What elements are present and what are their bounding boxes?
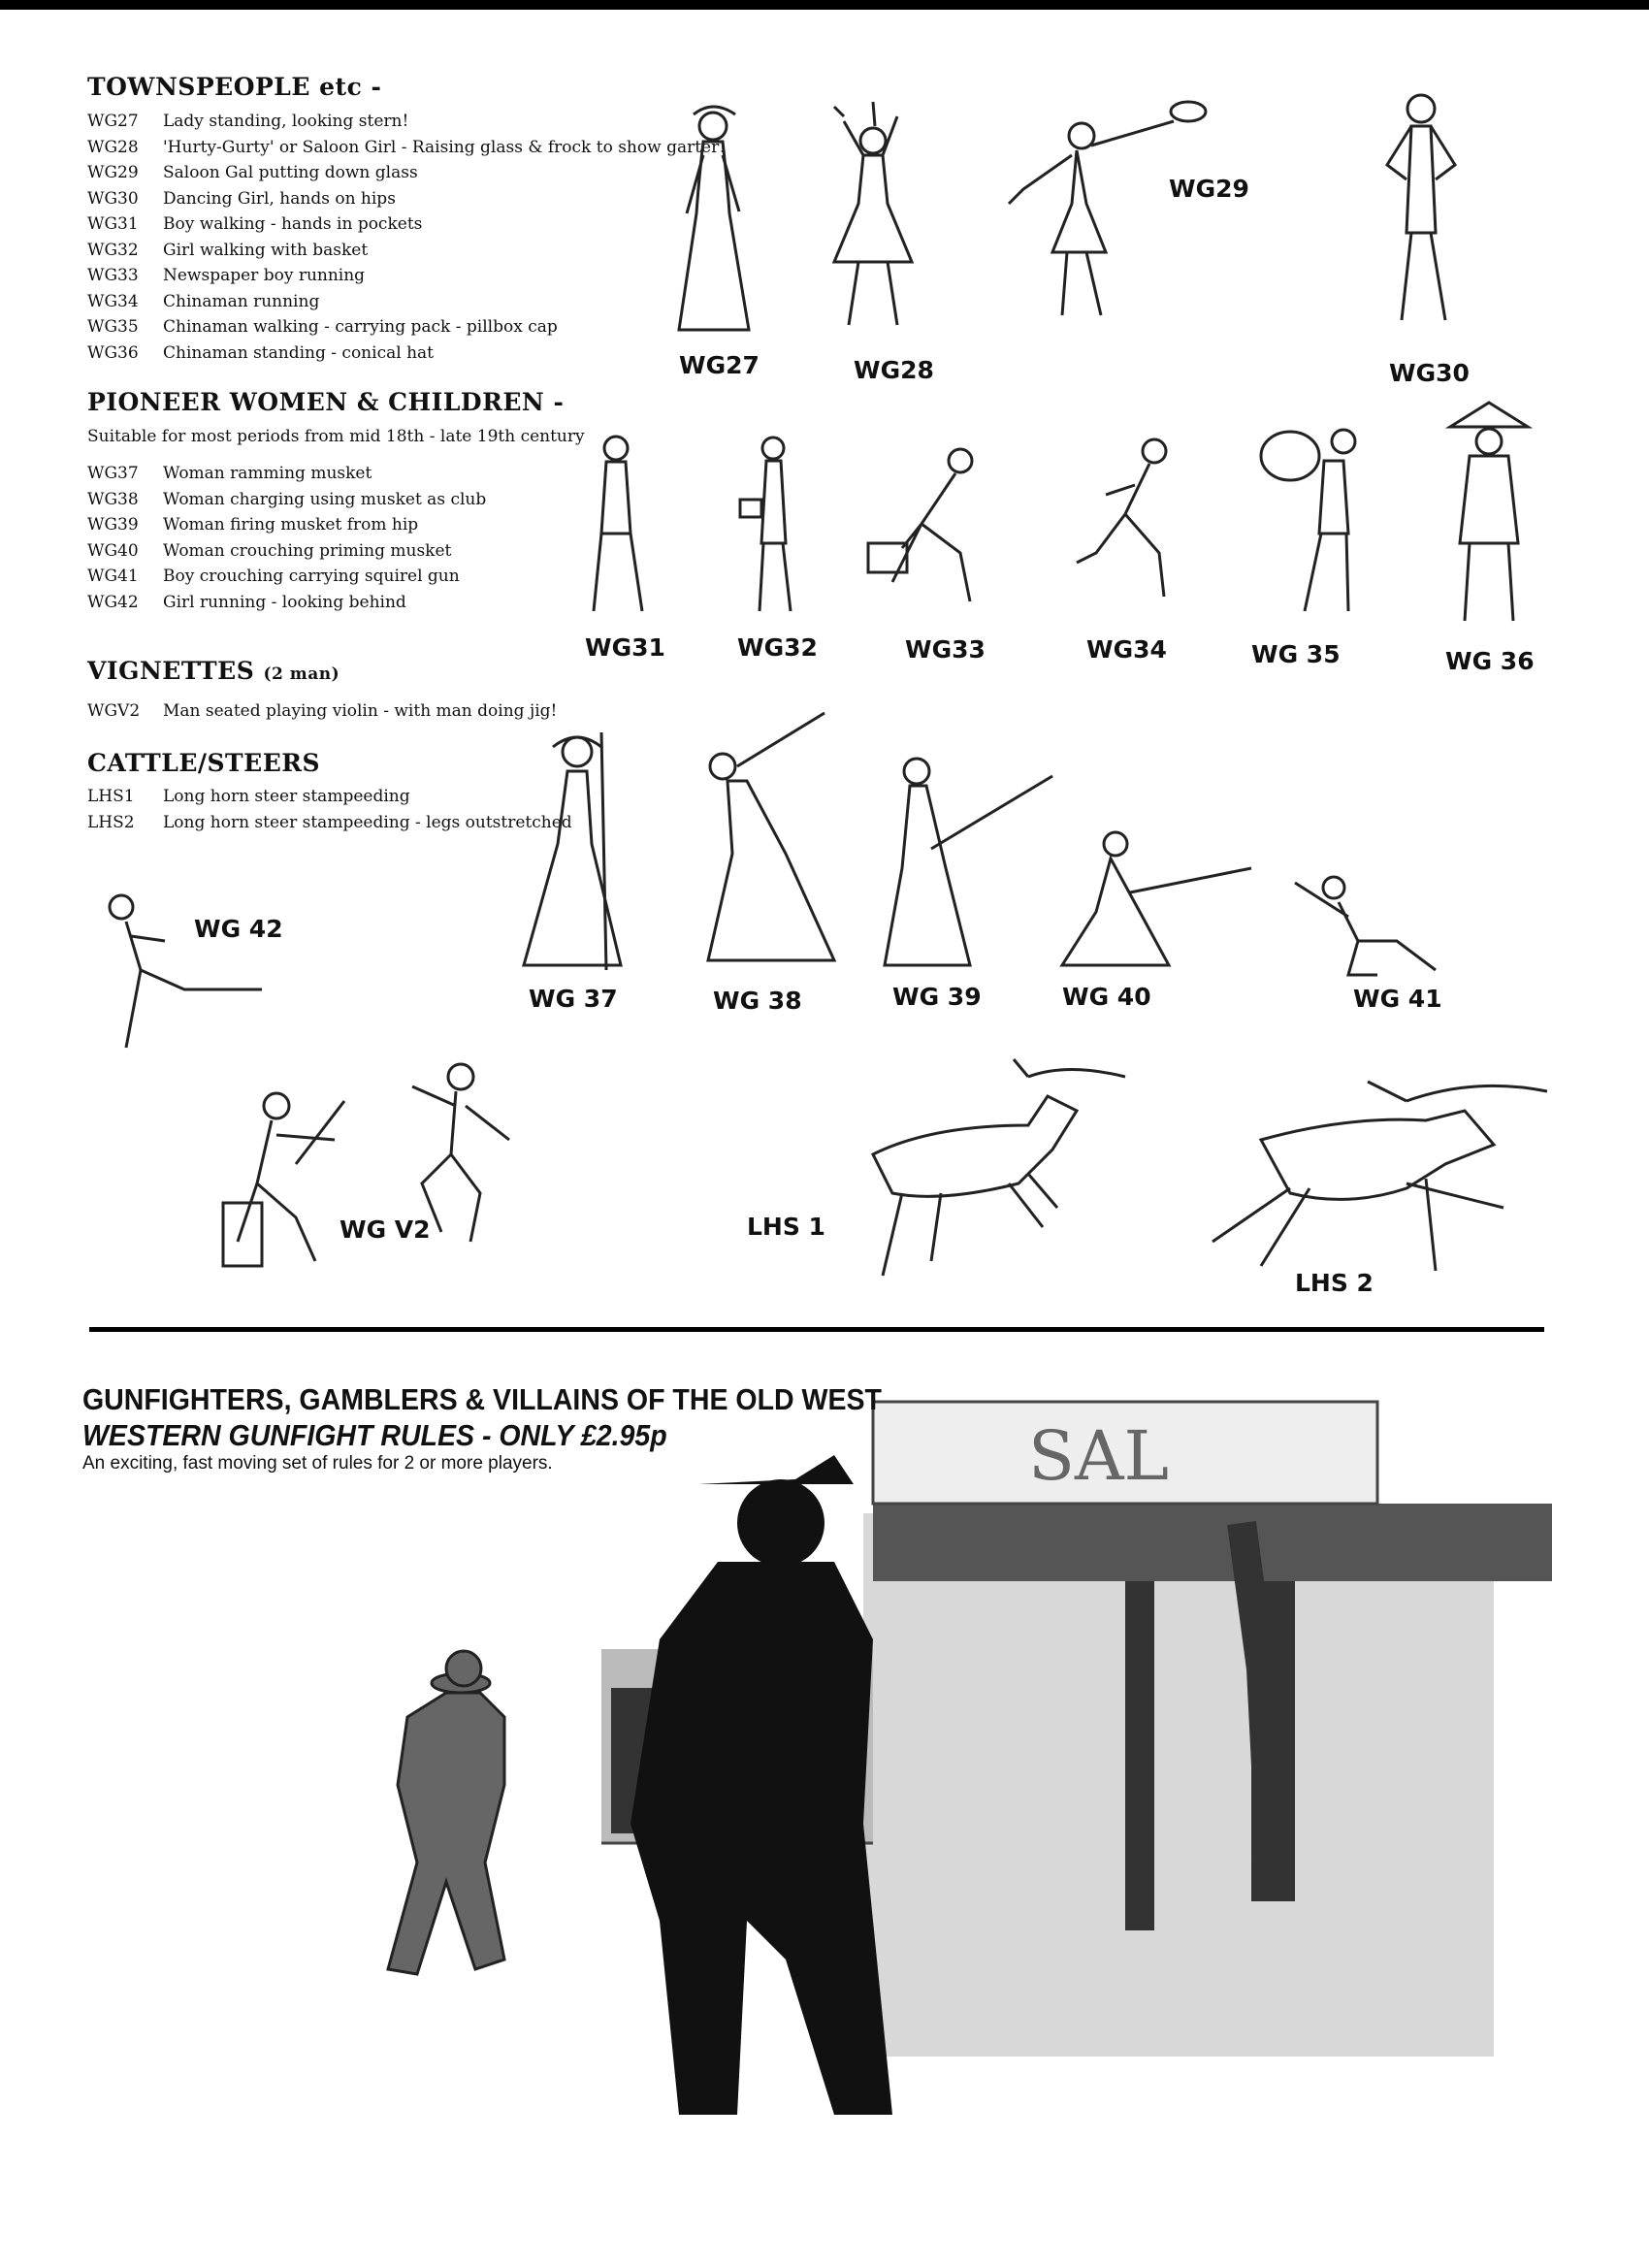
catalog-item — [87, 314, 726, 340]
label-wg29: WG29 — [1169, 175, 1249, 203]
cattle-list — [87, 784, 572, 835]
item-code: WG39 — [87, 515, 139, 535]
item-description: Woman ramming musket — [163, 464, 372, 483]
catalog-item — [87, 784, 572, 810]
item-code: WG33 — [87, 266, 139, 285]
figure-wg33 — [863, 437, 1009, 611]
figure-wg40 — [1052, 825, 1256, 970]
item-code: WG35 — [87, 317, 139, 337]
figure-wg36 — [1436, 398, 1542, 631]
item-description: Girl walking with basket — [163, 240, 369, 260]
item-description: Boy walking - hands in pockets — [163, 214, 423, 234]
label-lhs1: LHS 1 — [747, 1213, 825, 1241]
cattle-title: CATTLE/STEERS — [87, 749, 321, 777]
pioneer-title: PIONEER WOMEN & CHILDREN - — [87, 388, 565, 416]
label-wg33: WG33 — [905, 635, 986, 664]
catalog-item — [87, 512, 486, 538]
gunfight-scene-illustration — [291, 1377, 1552, 2154]
label-wg28: WG28 — [854, 356, 934, 384]
item-code: LHS1 — [87, 787, 135, 806]
catalog-item — [87, 590, 486, 616]
item-description: Long horn steer stampeeding — [163, 787, 410, 806]
item-code: WG36 — [87, 342, 139, 363]
catalog-item — [87, 186, 726, 212]
item-description: Boy crouching carrying squirel gun — [163, 567, 460, 586]
item-code: WG27 — [87, 112, 139, 131]
figure-wg38 — [679, 708, 844, 970]
label-wg41: WG 41 — [1353, 985, 1442, 1013]
item-code: WG42 — [87, 592, 139, 612]
advert-description: An exciting, fast moving set of rules for 2 or more players. — [82, 1453, 553, 1474]
label-wgv2: WG V2 — [340, 1215, 431, 1244]
vignettes-title-text: VIGNETTES — [87, 657, 255, 685]
item-code: LHS2 — [87, 812, 135, 832]
vignettes-title — [87, 657, 340, 685]
catalog-item — [87, 160, 726, 186]
figure-wg27 — [660, 97, 766, 340]
label-wg36: WG 36 — [1445, 647, 1535, 675]
item-code: WG30 — [87, 188, 139, 209]
figure-wg31 — [572, 427, 660, 621]
figure-lhs1 — [844, 1057, 1135, 1280]
catalog-item — [87, 810, 572, 836]
label-wg35: WG 35 — [1251, 640, 1341, 668]
label-lhs2: LHS 2 — [1295, 1269, 1374, 1297]
catalog-item — [87, 135, 726, 161]
item-code: WG41 — [87, 567, 139, 586]
item-description: Chinaman standing - conical hat — [163, 342, 434, 363]
label-wg34: WG34 — [1086, 635, 1167, 664]
item-description: Long horn steer stampeeding - legs outstretched — [163, 812, 572, 832]
item-description: Chinaman walking - carrying pack - pillbox cap — [163, 317, 558, 337]
label-wg31: WG31 — [585, 633, 665, 662]
figure-lhs2 — [1203, 1072, 1552, 1285]
svg-text:SAL: SAL — [1028, 1416, 1169, 1496]
top-border — [0, 0, 1649, 10]
figure-wg32 — [732, 427, 810, 621]
item-description: 'Hurty-Gurty' or Saloon Girl - Raising glass & frock to show garter! — [163, 137, 727, 157]
figure-wg34 — [1067, 427, 1193, 611]
vignettes-list — [87, 698, 557, 725]
label-wg30: WG30 — [1389, 359, 1470, 387]
townspeople-title: TOWNSPEOPLE etc - — [87, 73, 382, 101]
advert-title: GUNFIGHTERS, GAMBLERS & VILLAINS OF THE OLD WEST — [82, 1382, 882, 1416]
item-description: Girl running - looking behind — [163, 592, 406, 612]
figure-wg42 — [87, 883, 272, 1053]
catalog-item — [87, 109, 726, 135]
catalog-item — [87, 263, 726, 289]
figure-wg35 — [1251, 417, 1377, 621]
label-wg32: WG32 — [737, 633, 818, 662]
figure-wg39 — [873, 752, 1057, 970]
item-description: Woman firing musket from hip — [163, 515, 419, 535]
item-description: Newspaper boy running — [163, 266, 366, 285]
catalog-item — [87, 238, 726, 264]
item-code: WGV2 — [87, 701, 141, 721]
item-code: WG29 — [87, 163, 139, 182]
item-description: Woman charging using musket as club — [163, 489, 487, 509]
item-description: Saloon Gal putting down glass — [163, 163, 418, 182]
catalog-item — [87, 487, 486, 513]
catalog-item — [87, 289, 726, 315]
label-wg40: WG 40 — [1062, 983, 1151, 1011]
item-description: Chinaman running — [163, 291, 320, 311]
figure-wg28 — [815, 97, 931, 340]
label-wg37: WG 37 — [529, 985, 618, 1013]
figure-wg41 — [1290, 863, 1465, 980]
label-wg39: WG 39 — [892, 983, 982, 1011]
item-description: Woman crouching priming musket — [163, 540, 452, 561]
figure-wg29 — [994, 97, 1208, 330]
item-code: WG38 — [87, 489, 139, 509]
label-wg42: WG 42 — [194, 915, 283, 943]
catalog-item — [87, 461, 486, 487]
catalog-item — [87, 564, 486, 590]
label-wg38: WG 38 — [713, 987, 802, 1015]
item-code: WG28 — [87, 137, 139, 157]
figure-wg30 — [1368, 87, 1474, 330]
item-code: WG31 — [87, 214, 139, 234]
catalog-item — [87, 340, 726, 367]
catalog-item — [87, 211, 726, 238]
item-description: Lady standing, looking stern! — [163, 112, 409, 131]
figure-wg37 — [514, 728, 630, 970]
label-wg27: WG27 — [679, 351, 760, 379]
item-code: WG37 — [87, 464, 139, 483]
item-code: WG40 — [87, 540, 139, 561]
vignettes-title-note: (2 man) — [263, 664, 340, 684]
item-code: WG34 — [87, 291, 139, 311]
section-divider — [89, 1327, 1544, 1332]
advert-subtitle: WESTERN GUNFIGHT RULES - ONLY £2.95p — [82, 1418, 667, 1452]
pioneer-subtitle: Suitable for most periods from mid 18th - late 19th century — [87, 427, 585, 446]
pioneer-list — [87, 461, 486, 615]
townspeople-list — [87, 109, 726, 366]
item-description: Man seated playing violin - with man doing jig! — [163, 701, 558, 721]
item-description: Dancing Girl, hands on hips — [163, 188, 396, 209]
catalog-item — [87, 698, 557, 725]
catalog-item — [87, 538, 486, 565]
item-code: WG32 — [87, 240, 139, 260]
